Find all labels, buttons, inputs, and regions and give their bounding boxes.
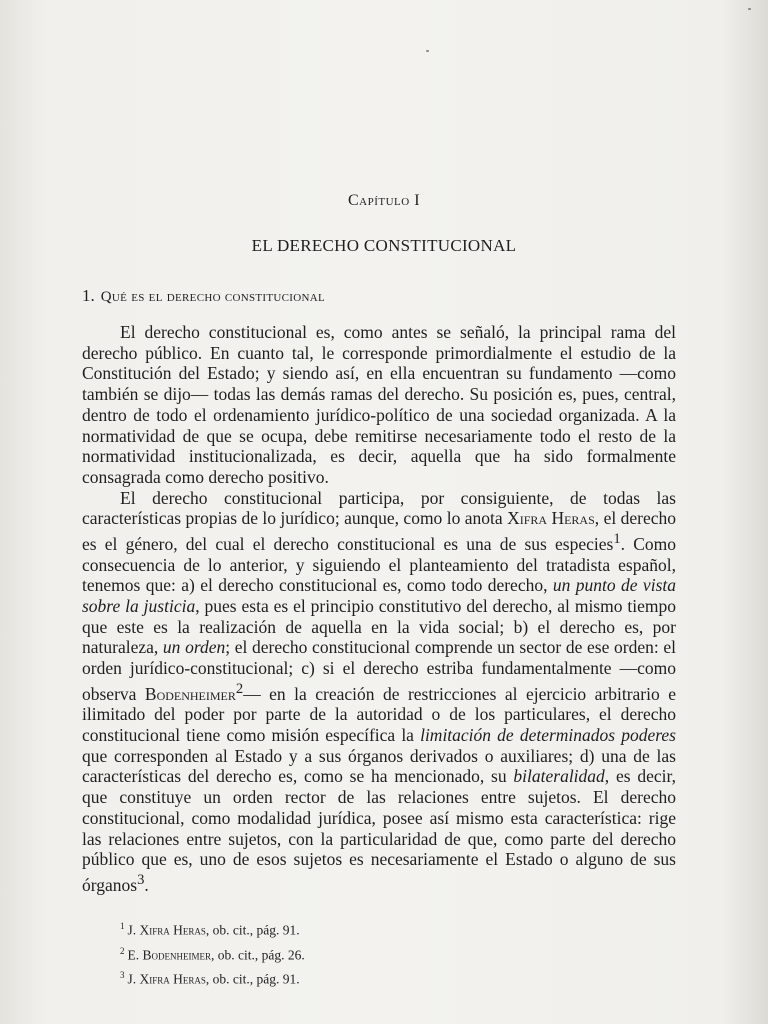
chapter-label — [0, 192, 768, 210]
paragraph-2-text: El derecho constitucional participa, por consiguiente, de todas las características propias de lo jurídico; aunque, como lo anota — [82, 487, 676, 529]
chapter-title: EL DERECHO CONSTITUCIONAL — [251, 236, 517, 255]
footnote-3 — [120, 965, 305, 990]
footnote-author: E. Bodenheimer — [127, 947, 211, 962]
emphasis-text: bilateralidad — [513, 766, 605, 787]
footnote-ref-text: , ob. cit., pág. 26. — [211, 947, 305, 962]
footnote-number: 2 — [120, 945, 125, 956]
footnote-1 — [120, 916, 305, 941]
paragraph-2-text: , el derecho es el género, del cual el derecho constitucional es una de sus especies — [82, 508, 676, 554]
footnotes — [120, 916, 305, 990]
emphasis-text: un punto de vista sobre la justicia — [82, 575, 676, 616]
section-heading — [82, 286, 325, 306]
paragraph-2-text: que corresponden al Estado y a sus órganos derivados o auxiliares; d) una de las características del derecho es, como se ha mencionado, su — [82, 745, 676, 787]
footnote-ref-text: , ob. cit., pág. 91. — [205, 971, 300, 987]
footnote-ref-text: , ob. cit., pág. 91. — [205, 922, 300, 938]
paragraph-2-text: . Como consecuencia de lo anterior, y siguiendo el planteamiento del tratadista español, tenemos que: a) el derecho constitucional es, como todo derecho, — [82, 533, 676, 596]
footnote-number: 3 — [120, 970, 125, 980]
paragraph-2-text: — en la creación de restricciones al ejercicio arbitrario e ilimitado del poder por parte de la autoridad o de los particulares, el derecho constitucional tiene como misión específica la — [82, 683, 676, 746]
chapter-label-text: Capítulo I — [347, 192, 421, 209]
paragraph-2-text: , es decir, que constituye un orden rector de las relaciones entre sujetos. El derecho constitucional, como modalidad jurídica, posee así mismo esta característica: rige las relaciones entre sujetos, con la particularidad de que, como parte del derecho público que es, uno de esos sujetos es necesariamente el Estado o alguno de sus órganos — [82, 766, 676, 895]
paragraph-2 — [82, 488, 676, 896]
paragraph-1: El derecho constitucional es, como antes se señaló, la principal rama del derecho público. En cuanto tal, le corresponde primordialmente el estudio de la Constitución del Estado; y siendo así, en ella encuentran su fundamento —como también se dijo— todas las demás ramas del derecho. Su posición es, pues, central, dentro de todo el ordenamiento jurídico-político de una sociedad organizada. A la normatividad de que se ocupa, debe remitirse necesariamente todo el resto de la normatividad institucionalizada, es decir, aquella que ha sido formalmente consagrada como derecho positivo. — [82, 322, 676, 487]
footnote-2 — [120, 941, 305, 966]
footnote-ref: 3 — [137, 871, 145, 888]
body-text — [82, 322, 676, 895]
footnote-author: J. Xifra Heras — [127, 971, 206, 987]
paragraph-2-text: . — [144, 874, 149, 895]
footnote-ref: 2 — [235, 680, 244, 697]
emphasis-text: limitación de determinados poderes — [420, 725, 676, 746]
paragraph-2-text: ; el derecho constitucional comprende un sector de ese orden: el orden jurídico-constitucional; c) si el derecho estriba fundamentalmente —como observa — [82, 637, 676, 704]
section-title: Qué es el derecho constitucional — [100, 289, 326, 305]
scan-speck — [426, 50, 429, 52]
section-number: 1. — [82, 286, 95, 305]
footnote-ref: 1 — [613, 531, 621, 548]
author-name: Bodenheimer — [144, 683, 236, 704]
author-name: Xifra Heras — [507, 508, 595, 529]
scan-speck — [748, 8, 751, 10]
footnote-number: 1 — [120, 921, 125, 931]
emphasis-text: un orden — [162, 637, 226, 658]
paragraph-2-text: , pues esta es el principio constitutivo del derecho, al mismo tiempo que este es la realización de aquella en la vida social; b) el derecho es, por naturaleza, — [82, 595, 676, 658]
footnote-author: J. Xifra Heras — [127, 922, 206, 938]
